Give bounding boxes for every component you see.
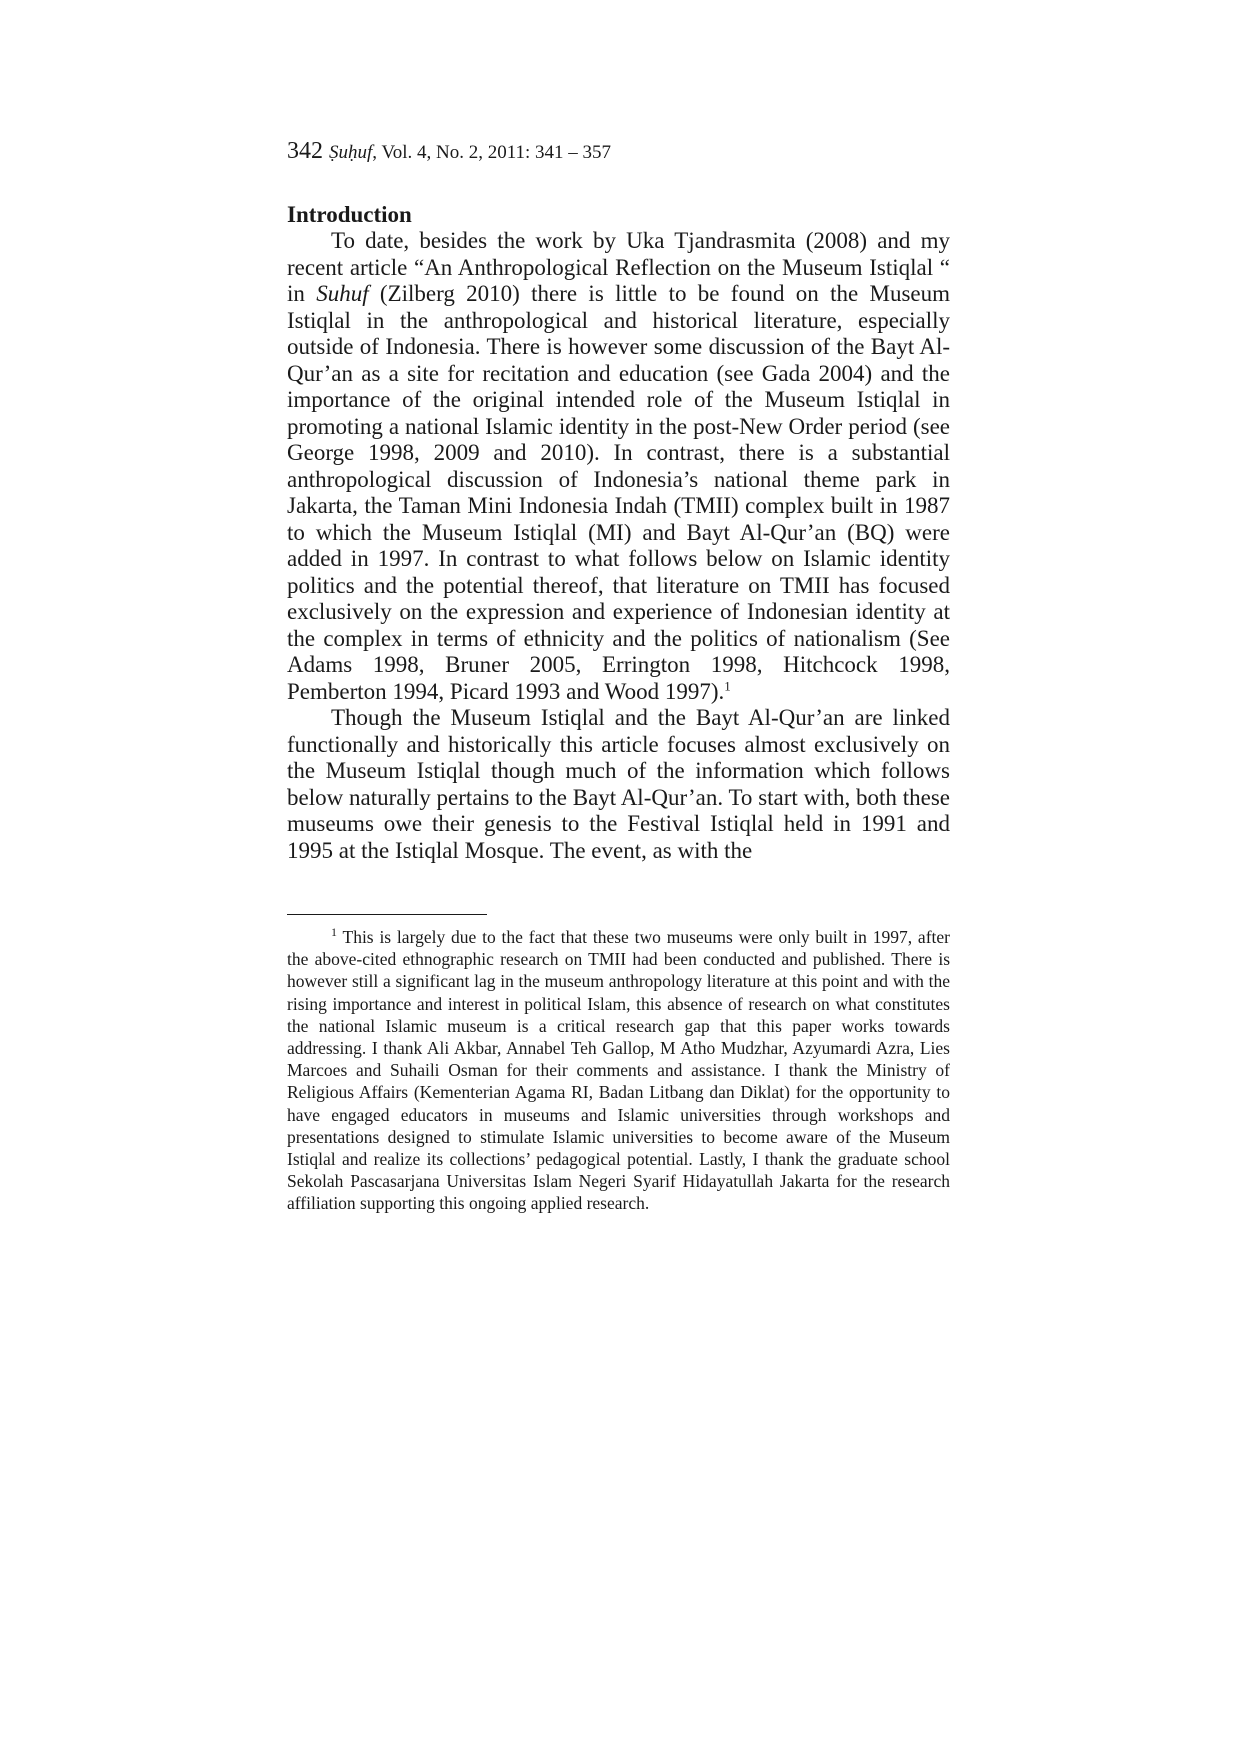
- journal-name: Ṣuḥuf: [329, 142, 373, 163]
- paragraph-1-part-1: To date, besides the work by Uka Tjandrasmita (2008) and my recent article “An Anthropological Reflection on the Museum Istiqlal “ in: [287, 228, 950, 306]
- journal-title-italic: Suhuf: [316, 281, 369, 306]
- journal-citation: , Vol. 4, No. 2, 2011: 341 – 357: [372, 142, 612, 163]
- paragraph-1-part-2: (Zilberg 2010) there is little to be found on the Museum Istiqlal in the anthropological and historical literature, especially outside of Indonesia. There is however some discussion of the Bayt Al-Qur’an as a site for recitation and education (see Gada 2004) and the importance of the original intended role of the Museum Istiqlal in promoting a national Islamic identity in the post-New Order period (see George 1998, 2009 and 2010). In contrast, there is a substantial anthropological discussion of Indonesia’s national theme park in Jakarta, the Taman Mini Indonesia Indah (TMII) complex built in 1987 to which the Museum Istiqlal (MI) and Bayt Al-Qur’an (BQ) were added in 1997. In contrast to what follows below on Islamic identity politics and the potential thereof, that literature on TMII has focused exclusively on the expression and experience of Indonesian identity at the complex in terms of ethnicity and the politics of nationalism (See Adams 1998, Bruner 2005, Errington 1998, Hitchcock 1998, Pemberton 1994, Picard 1993 and Wood 1997).: [287, 281, 950, 704]
- footnote-reference[interactable]: 1: [724, 677, 731, 693]
- footnote-1: [287, 926, 950, 1215]
- paragraph-2: Though the Museum Istiqlal and the Bayt Al-Qur’an are linked functionally and historically this article focuses almost exclusively on the Museum Istiqlal though much of the information which follows below naturally pertains to the Bayt Al-Qur’an. To start with, both these museums owe their genesis to the Festival Istiqlal held in 1991 and 1995 at the Istiqlal Mosque. The event, as with the: [287, 705, 950, 863]
- footnote: [287, 926, 950, 1215]
- body-text: [287, 228, 950, 864]
- footnote-divider: [287, 914, 487, 915]
- section-heading: Introduction: [287, 202, 412, 227]
- footnote-text: This is largely due to the fact that these two museums were only built in 1997, after the above-cited ethnographic research on TMII had been conducted and published. There is however still a significant lag in the museum anthropology literature at this point and with the rising importance and interest in political Islam, this absence of research on what constitutes the national Islamic museum is a critical research gap that this paper works towards addressing. I thank Ali Akbar, Annabel Teh Gallop, M Atho Mudzhar, Azyumardi Azra, Lies Marcoes and Suhaili Osman for their comments and assistance. I thank the Ministry of Religious Affairs (Kementerian Agama RI, Badan Litbang dan Diklat) for the opportunity to have engaged educators in museums and Islamic universities through workshops and presentations designed to stimulate Islamic universities to become aware of the Museum Istiqlal and realize its collections’ pedagogical potential. Lastly, I thank the graduate school Sekolah Pascasarjana Universitas Islam Negeri Syarif Hidayatullah Jakarta for the research affiliation supporting this ongoing applied research.: [287, 927, 950, 1214]
- running-head: [287, 138, 611, 165]
- page-number: 342: [287, 138, 323, 164]
- footnote-marker: 1: [331, 925, 337, 940]
- paragraph-1: [287, 228, 950, 705]
